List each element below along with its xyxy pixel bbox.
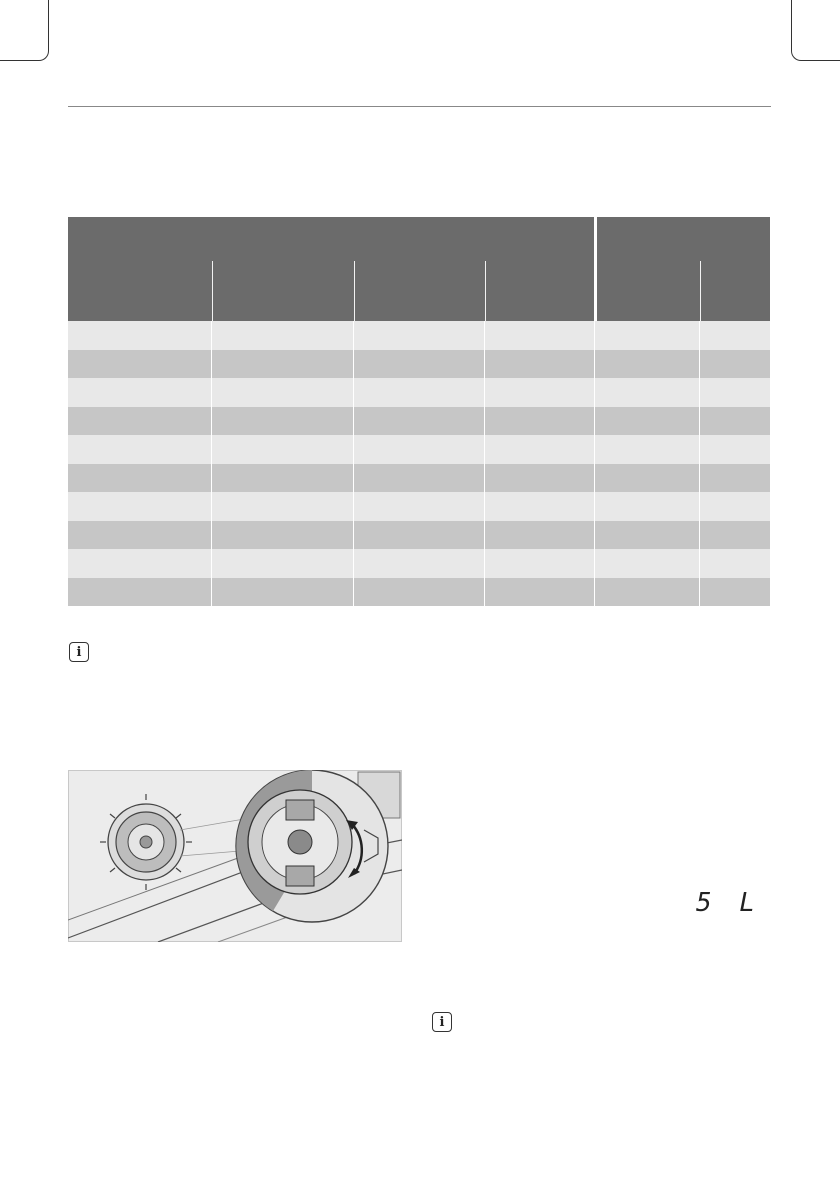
header-divider [212,261,213,321]
table-cell [212,350,354,379]
table-cell [212,378,354,407]
segment-display-readout: 5 L [696,888,761,918]
table-cell [595,378,700,407]
crop-mark-left [0,0,49,61]
info-icon: i [432,1012,452,1032]
table-cell [485,578,595,607]
table-cell [485,435,595,464]
table-cell [485,464,595,493]
table-row [68,378,770,407]
table-cell [354,350,485,379]
table-cell [68,464,212,493]
table-cell [68,321,212,350]
table-cell [354,521,485,550]
header-divider [354,261,355,321]
table-cell [595,578,700,607]
table-cell [700,492,770,521]
table-cell [700,321,770,350]
table-cell [700,378,770,407]
info-icon: i [69,642,89,662]
table-cell [212,492,354,521]
table-cell [68,521,212,550]
table-header [68,217,770,321]
table-cell [354,378,485,407]
table-cell [485,492,595,521]
table-row [68,407,770,436]
table-cell [68,350,212,379]
table-cell [212,578,354,607]
table-cell [700,435,770,464]
table-cell [212,321,354,350]
table-cell [485,321,595,350]
table-cell [595,321,700,350]
table-cell [68,435,212,464]
table-cell [595,435,700,464]
table-cell [354,492,485,521]
table-row [68,321,770,350]
table-cell [485,350,595,379]
table-row [68,350,770,379]
table-row [68,464,770,493]
table-cell [354,578,485,607]
table-cell [485,521,595,550]
table-cell [68,492,212,521]
table-cell [212,521,354,550]
water-softener-dial-illustration [68,770,402,942]
table-cell [595,407,700,436]
table-cell [68,549,212,578]
table-cell [700,549,770,578]
softener-dial-drawing [68,770,402,942]
table-cell [354,407,485,436]
table-cell [485,378,595,407]
table-cell [485,549,595,578]
table-cell [212,407,354,436]
water-hardness-table [68,217,770,606]
table-cell [700,464,770,493]
table-cell [68,407,212,436]
table-cell [212,549,354,578]
crop-mark-right [791,0,840,61]
table-cell [68,378,212,407]
header-divider [700,261,701,321]
table-cell [354,464,485,493]
table-cell [354,321,485,350]
table-cell [595,521,700,550]
table-cell [595,350,700,379]
table-cell [595,464,700,493]
header-group-divider [594,217,597,321]
section-divider [68,106,771,107]
table-row [68,521,770,550]
table-cell [700,350,770,379]
table-cell [212,464,354,493]
table-row [68,492,770,521]
table-row [68,435,770,464]
table-cell [700,521,770,550]
table-row [68,549,770,578]
table-cell [595,549,700,578]
table-cell [354,549,485,578]
table-cell [485,407,595,436]
table-cell [700,578,770,607]
table-row [68,578,770,607]
header-divider [485,261,486,321]
table-body [68,321,770,606]
table-cell [700,407,770,436]
table-cell [354,435,485,464]
table-cell [68,578,212,607]
table-cell [595,492,700,521]
table-cell [212,435,354,464]
